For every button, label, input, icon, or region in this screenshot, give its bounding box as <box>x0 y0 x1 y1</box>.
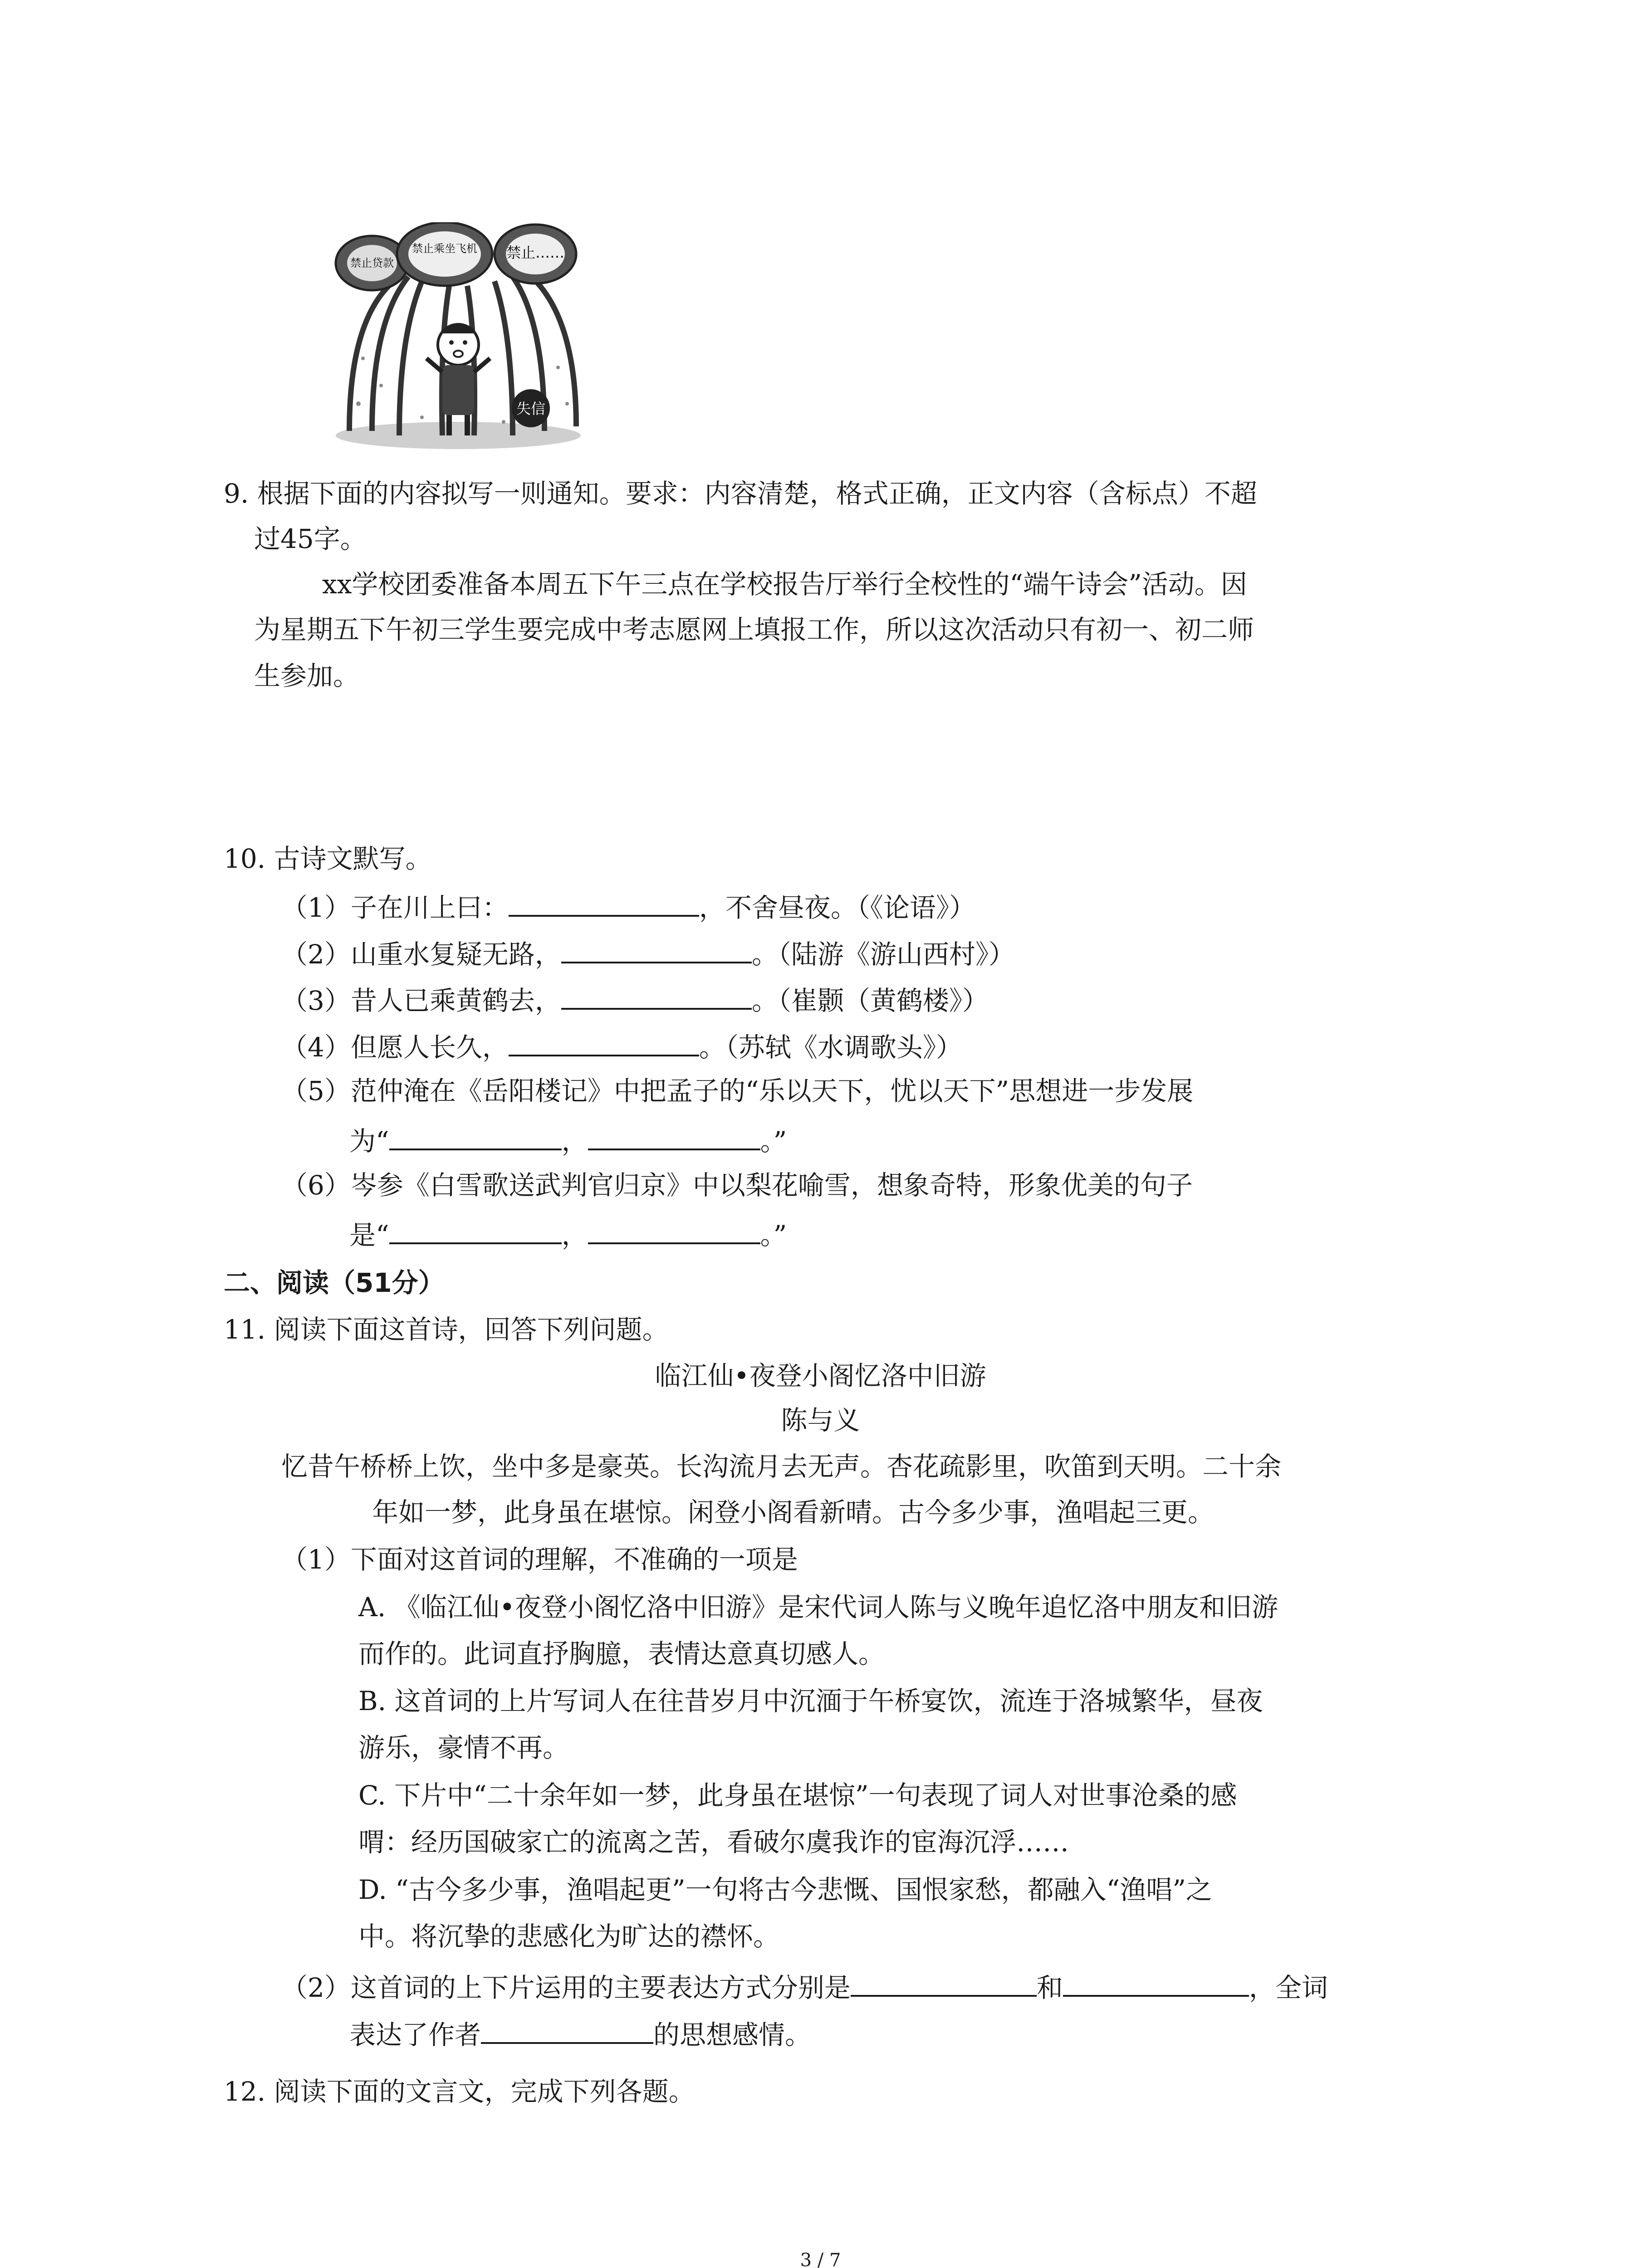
q10-item5-close: 。” <box>760 1126 787 1157</box>
q10-item6-line2 <box>349 1214 787 1252</box>
q12-title: 12. 阅读下面的文言文，完成下列各题。 <box>224 2076 695 2107</box>
q11-sub2-blank1[interactable] <box>851 1967 1037 1997</box>
q10-item1-text-b: ，不舍昼夜。（《论语》） <box>699 892 975 923</box>
umbrella-center <box>397 222 492 286</box>
q10-title: 10. 古诗文默写。 <box>224 843 432 874</box>
umbrella-right <box>495 225 576 284</box>
q10-item3 <box>281 980 989 1018</box>
q9-body-line2: 为星期五下午初三学生要完成中考志愿网上填报工作，所以这次活动只有初一、初二师 <box>254 614 1254 645</box>
q11-optA-line1: A. 《临江仙•夜登小阁忆洛中旧游》是宋代词人陈与义晚年追忆洛中朋友和旧游 <box>358 1592 1278 1623</box>
q10-item5-comma: ， <box>561 1126 588 1157</box>
q10-item1 <box>281 887 975 925</box>
umbrella-center-label: 禁止乘坐飞机 <box>412 242 477 255</box>
q11-optC-line1: C. 下片中“二十余年如一梦，此身虽在堪惊”一句表现了词人对世事沧桑的感 <box>358 1780 1237 1811</box>
q11-sub2-text-d: 表达了作者 <box>349 2019 481 2050</box>
q10-item5-blank1[interactable] <box>389 1120 562 1150</box>
person-figure <box>426 324 490 435</box>
q11-optC-line2: 喟：经历国破家亡的流离之苦，看破尔虞我诈的宦海沉浮…… <box>358 1827 1069 1857</box>
q11-sub2-blank3[interactable] <box>481 2014 653 2044</box>
q10-item1-text-a: （1）子在川上曰： <box>281 892 509 923</box>
q10-item4-text-b: 。（苏轼《水调歌头》） <box>699 1032 962 1063</box>
stamp-label: 失信 <box>516 400 546 417</box>
q11-optA-line2: 而作的。此词直抒胸臆，表情达意真切感人。 <box>358 1638 885 1669</box>
q11-sub2-line2 <box>349 2014 811 2052</box>
q10-item6-close: 。” <box>760 1220 787 1251</box>
q10-item6-blank1[interactable] <box>389 1214 562 1244</box>
q10-item2-text-a: （2）山重水复疑无路， <box>281 939 561 970</box>
q11-optD-line1: D. “古今多少事，渔唱起更”一句将古今悲慨、国恨家愁，都融入“渔唱”之 <box>358 1874 1212 1905</box>
umbrella-left <box>336 236 408 290</box>
q10-item5-blank2[interactable] <box>588 1120 760 1150</box>
q10-item6-blank2[interactable] <box>588 1214 760 1244</box>
q11-sub2-text-e: 的思想感情。 <box>653 2019 812 2050</box>
poem-author: 陈与义 <box>781 1405 860 1436</box>
page-number: 3 / 7 <box>800 2250 841 2268</box>
umbrella-right-label: 禁止…… <box>506 244 565 261</box>
q11-title: 11. 阅读下面这首诗，回答下列问题。 <box>224 1314 669 1345</box>
q10-item6-comma: ， <box>561 1220 588 1251</box>
q11-sub2-line1 <box>281 1967 1328 2005</box>
poem-title: 临江仙•夜登小阁忆洛中旧游 <box>655 1360 986 1391</box>
q11-sub1: （1）下面对这首词的理解，不准确的一项是 <box>281 1544 798 1575</box>
q10-item3-text-b: 。（崔颢（黄鹤楼》） <box>751 985 989 1016</box>
q11-sub2-text-c: ，全词 <box>1249 1972 1328 2003</box>
section2-title: 二、阅读（51分） <box>224 1267 445 1298</box>
q10-item3-blank[interactable] <box>561 980 752 1010</box>
q10-item4 <box>281 1026 962 1065</box>
q11-sub2-text-a: （2）这首词的上下片运用的主要表达方式分别是 <box>281 1972 851 2003</box>
q10-item6-open: 是“ <box>349 1220 389 1251</box>
q9-prompt-line1: 9. 根据下面的内容拟写一则通知。要求：内容清楚，格式正确，正文内容（含标点）不超 <box>224 478 1257 509</box>
q10-item4-text-a: （4）但愿人长久， <box>281 1032 509 1063</box>
poem-line1: 忆昔午桥桥上饮，坐中多是豪英。长沟流月去无声。杏花疏影里，吹笛到天明。二十余 <box>281 1451 1282 1482</box>
q11-optB-line2: 游乐，豪情不再。 <box>358 1732 569 1763</box>
q9-body-line1: xx学校团委准备本周五下午三点在学校报告厅举行全校性的“端午诗会”活动。因 <box>322 569 1247 600</box>
q11-sub2-text-b: 和 <box>1036 1972 1063 2003</box>
q10-item4-blank[interactable] <box>509 1026 699 1056</box>
q10-item5-line2 <box>349 1120 787 1158</box>
q11-optD-line2: 中。将沉挚的悲感化为旷达的襟怀。 <box>358 1921 780 1952</box>
stamp <box>512 389 550 427</box>
q10-item5-open: 为“ <box>349 1126 389 1157</box>
q10-item3-text-a: （3）昔人已乘黄鹤去， <box>281 985 561 1016</box>
umbrella-left-label: 禁止贷款 <box>350 257 394 269</box>
q10-item6-line1: （6）岑参《白雪歌送武判官归京》中以梨花喻雪，想象奇特，形象优美的句子 <box>281 1170 1193 1201</box>
q10-item5-line1: （5）范仲淹在《岳阳楼记》中把孟子的“乐以天下，忧以天下”思想进一步发展 <box>281 1075 1194 1106</box>
q9-prompt-line2: 过45字。 <box>254 523 367 554</box>
svg-text:禁止乘坐飞机 <box>412 242 477 255</box>
q10-item2 <box>281 934 1015 972</box>
q10-item1-blank[interactable] <box>509 887 699 917</box>
q11-sub2-blank2[interactable] <box>1063 1967 1249 1997</box>
cartoon-illustration <box>331 222 594 454</box>
q9-body-line3: 生参加。 <box>254 660 360 691</box>
q10-item2-blank[interactable] <box>561 934 752 963</box>
q11-optB-line1: B. 这首词的上片写词人在往昔岁月中沉湎于午桥宴饮，流连于洛城繁华，昼夜 <box>358 1686 1263 1716</box>
q10-item2-text-b: 。（陆游《游山西村》） <box>751 939 1015 970</box>
poem-line2: 年如一梦，此身虽在堪惊。闲登小阁看新晴。古今多少事，渔唱起三更。 <box>372 1497 1215 1528</box>
